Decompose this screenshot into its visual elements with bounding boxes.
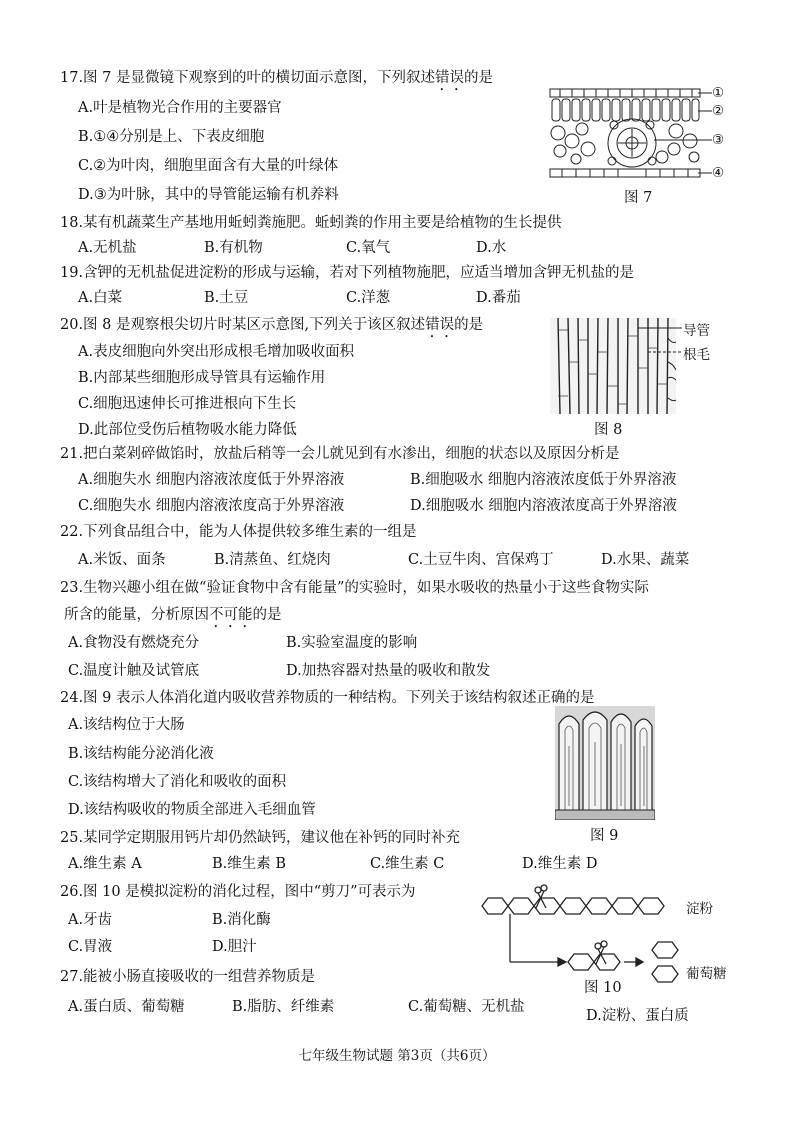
fig9-caption: 图 9 <box>590 828 619 844</box>
question-22-stem: 22.下列食品组合中，能为人体提供较多维生素的一组是 <box>60 524 417 540</box>
q26-option-a: A.牙齿 <box>68 912 113 928</box>
q22-option-b: B.清蒸鱼、红烧肉 <box>214 552 331 568</box>
question-20-stem: 20.图 8 是观察根尖切片时某区示意图,下列关于该区叙述错误的是 <box>60 317 484 333</box>
q18-option-d: D.水 <box>476 240 507 256</box>
page-footer: 七年级生物试题 第3页（共6页） <box>298 1048 496 1064</box>
palisade-cells <box>552 99 699 121</box>
q17-option-d: D.③为叶脉，其中的导管能运输有机养料 <box>78 187 339 203</box>
fig7-caption: 图 7 <box>624 190 653 206</box>
q24-option-a: A.该结构位于大肠 <box>68 717 185 733</box>
q21-option-b: B.细胞吸水 细胞内溶液浓度低于外界溶液 <box>410 472 677 488</box>
q21-option-c: C.细胞失水 细胞内溶液浓度高于外界溶液 <box>78 498 345 514</box>
figure-9-villi <box>555 706 655 820</box>
question-23-stem-line2: 所含的能量，分析原因不可能的是 <box>64 607 282 623</box>
q27-option-c: C.葡萄糖、无机盐 <box>408 999 525 1015</box>
question-18-stem: 18.某有机蔬菜生产基地用蚯蚓粪施肥。蚯蚓粪的作用主要是给植物的生长提供 <box>60 215 562 231</box>
q20-option-c: C.细胞迅速伸长可推进根向下生长 <box>78 396 297 412</box>
fig10-label-glucose: 葡萄糖 <box>686 966 727 982</box>
q23-option-b: B.实验室温度的影响 <box>286 635 418 651</box>
fig7-label-1: ① <box>712 85 725 101</box>
q22-option-c: C.土豆牛肉、宫保鸡丁 <box>408 552 554 568</box>
q17-option-b: B.①④分别是上、下表皮细胞 <box>78 129 265 145</box>
q26-option-d: D.胆汁 <box>212 939 257 955</box>
fig8-caption: 图 8 <box>594 422 623 438</box>
fig8-label-vessel: 导管 <box>683 323 710 339</box>
q19-option-a: A.白菜 <box>78 290 123 306</box>
q25-option-d: D.维生素 D <box>522 856 598 872</box>
q18-option-c: C.氧气 <box>346 240 391 256</box>
q21-option-a: A.细胞失水 细胞内溶液浓度低于外界溶液 <box>78 472 345 488</box>
q25-option-a: A.维生素 A <box>68 856 142 872</box>
fig7-label-2: ② <box>712 103 725 119</box>
q18-option-b: B.有机物 <box>204 240 263 256</box>
q22-option-d: D.水果、蔬菜 <box>601 552 690 568</box>
q25-option-b: B.维生素 B <box>212 856 287 872</box>
fig10-caption: 图 10 <box>584 980 622 996</box>
fig8-label-root-hair: 根毛 <box>683 347 710 363</box>
q24-option-b: B.该结构能分泌消化液 <box>68 746 214 762</box>
starch-chain <box>482 898 664 914</box>
q20-option-b: B.内部某些细胞形成导管具有运输作用 <box>78 370 326 386</box>
q20-option-d: D.此部位受伤后植物吸水能力降低 <box>78 422 297 438</box>
q23-option-d: D.加热容器对热量的吸收和散发 <box>286 663 491 679</box>
glucose-units <box>652 942 678 982</box>
question-21-stem: 21.把白菜剁碎做馅时，放盐后稍等一会儿就见到有水渗出，细胞的状态以及原因分析是 <box>60 446 620 462</box>
q27-option-d: D.淀粉、蛋白质 <box>586 1008 689 1024</box>
fig7-label-4: ④ <box>712 165 725 181</box>
figure-7-leaf-cross-section <box>548 85 728 185</box>
question-23-stem-line1: 23.生物兴趣小组在做“验证食物中含有能量”的实验时，如果水吸收的热量小于这些食物实际 <box>60 580 649 596</box>
q19-option-b: B.土豆 <box>204 290 249 306</box>
q26-option-c: C.胃液 <box>68 939 113 955</box>
question-19-stem: 19.含钾的无机盐促进淀粉的形成与运输，若对下列植物施肥，应适当增加含钾无机盐的是 <box>60 265 635 281</box>
scissors-icon-2 <box>595 941 607 964</box>
q17-option-a: A.叶是植物光合作用的主要器官 <box>78 100 282 116</box>
question-27-stem: 27.能被小肠直接吸收的一组营养物质是 <box>60 969 316 985</box>
q22-option-a: A.米饭、面条 <box>78 552 166 568</box>
leaf-vein <box>608 119 656 167</box>
q27-option-b: B.脂肪、纤维素 <box>232 999 335 1015</box>
fig8-leader-lines <box>636 318 684 378</box>
figure-10-starch-digestion <box>480 884 685 994</box>
q26-option-b: B.消化酶 <box>212 912 271 928</box>
fig10-label-starch: 淀粉 <box>686 901 713 917</box>
lower-epidermis <box>550 169 700 177</box>
scissors-icon-1 <box>535 885 547 908</box>
question-26-stem: 26.图 10 是模拟淀粉的消化过程，图中“剪刀”可表示为 <box>60 884 416 900</box>
q20-option-a: A.表皮细胞向外突出形成根毛增加吸收面积 <box>78 344 355 360</box>
question-24-stem: 24.图 9 表示人体消化道内吸收营养物质的一种结构。下列关于该结构叙述正确的是 <box>60 690 595 706</box>
q25-option-c: C.维生素 C <box>370 856 445 872</box>
q19-option-c: C.洋葱 <box>346 290 391 306</box>
q23-option-c: C.温度计触及试管底 <box>68 663 200 679</box>
question-25-stem: 25.某同学定期服用钙片却仍然缺钙，建议他在补钙的同时补充 <box>60 830 461 846</box>
q21-option-d: D.细胞吸水 细胞内溶液浓度高于外界溶液 <box>410 498 677 514</box>
question-17-stem: 17.图 7 是显微镜下观察到的叶的横切面示意图，下列叙述错误的是 <box>60 70 494 86</box>
fig7-label-3: ③ <box>712 132 725 148</box>
q27-option-a: A.蛋白质、葡萄糖 <box>68 999 185 1015</box>
q23-option-a: A.食物没有燃烧充分 <box>68 635 200 651</box>
q24-option-d: D.该结构吸收的物质全部进入毛细血管 <box>68 802 316 818</box>
q24-option-c: C.该结构增大了消化和吸收的面积 <box>68 774 287 790</box>
q18-option-a: A.无机盐 <box>78 240 137 256</box>
q17-option-c: C.②为叶肉，细胞里面含有大量的叶绿体 <box>78 158 339 174</box>
q19-option-d: D.番茄 <box>476 290 521 306</box>
